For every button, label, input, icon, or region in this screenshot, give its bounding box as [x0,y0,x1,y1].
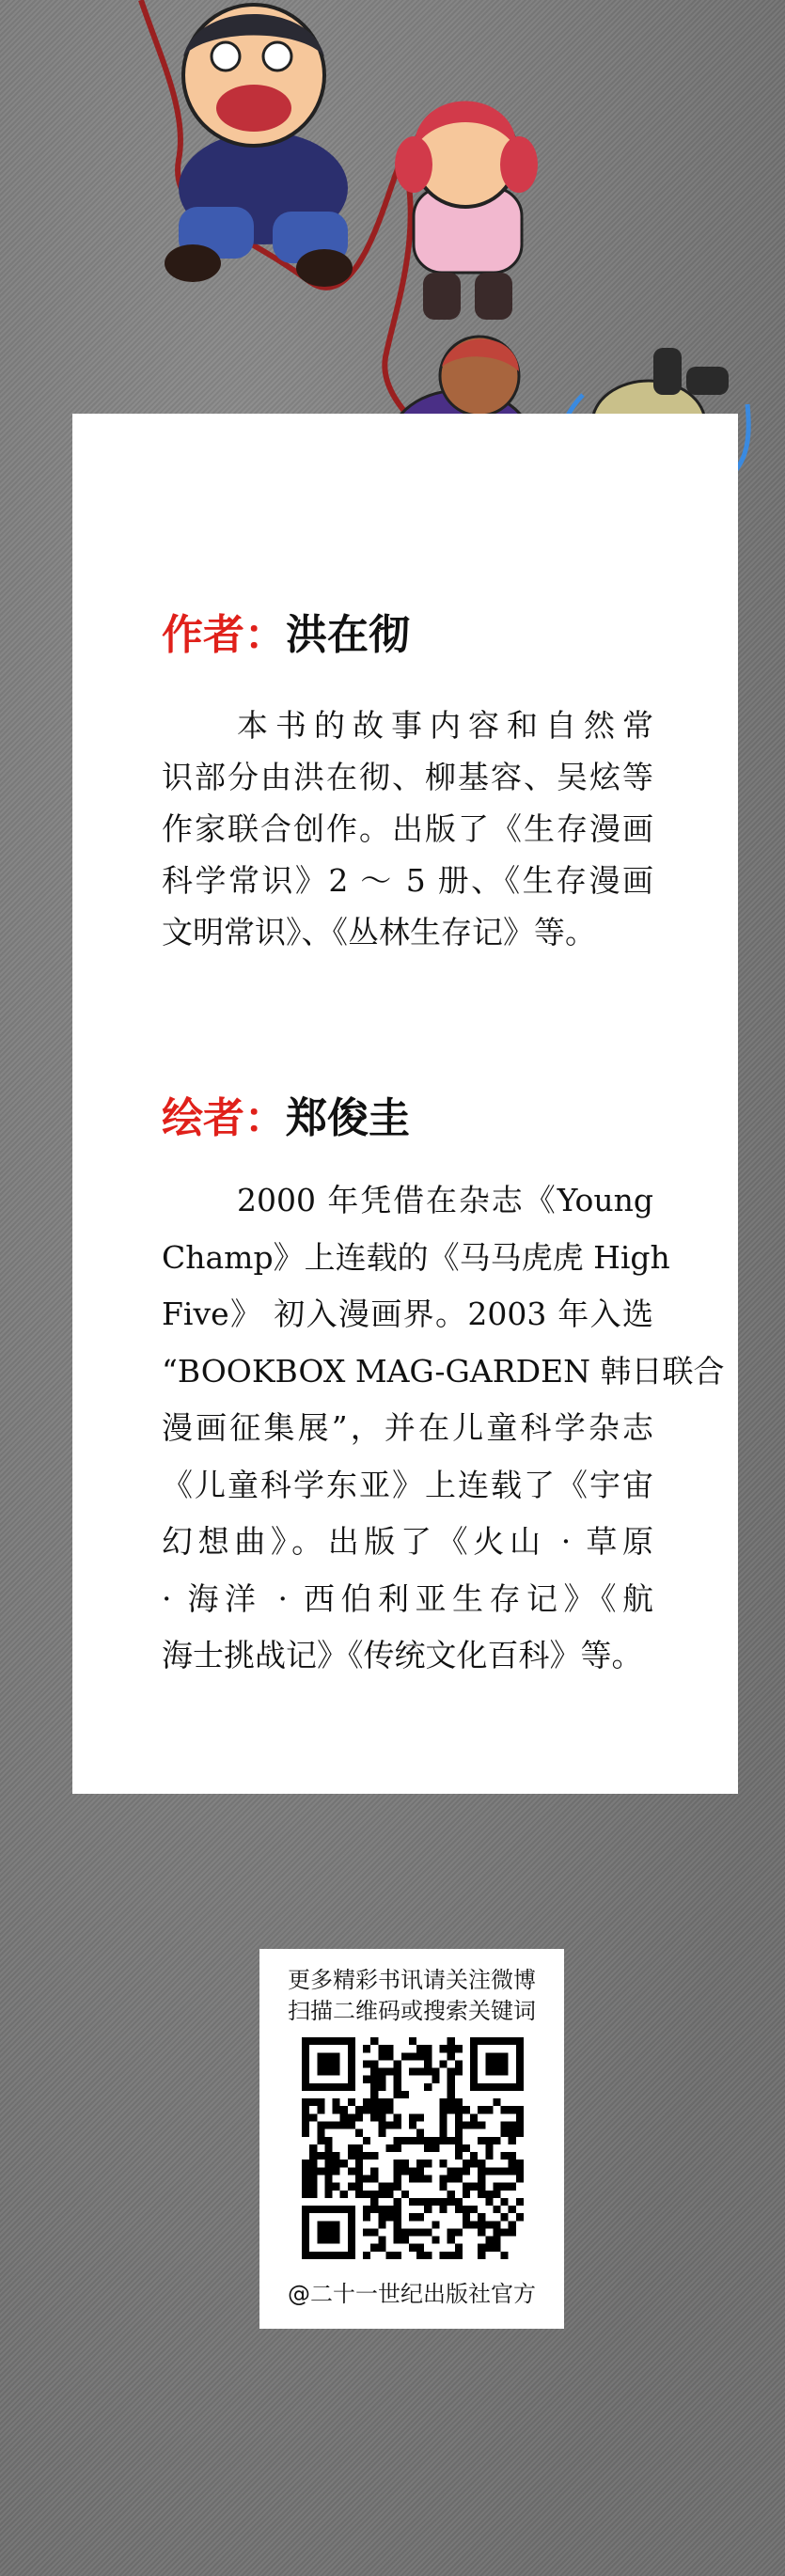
qr-caption-line2: 扫描二维码或搜索关键词 [288,1998,536,2024]
bio-line: 《儿童科学东亚》上连载了《宇宙 [162,1466,653,1503]
bio-line: Five》 初入漫画界。2003 年入选 [162,1296,653,1332]
bio-line: 本书的故事内容和自然常 [237,707,653,744]
girl-character [395,102,538,321]
bio-line: · 海洋 · 西伯利亚生存记》《航 [162,1579,653,1617]
bio-line: 作家联合创作。出版了《生存漫画 [162,810,653,847]
bio-line: 科学常识》2 ～ 5 册、《生存漫画 [162,862,653,899]
weibo-account: @二十一世纪出版社官方 [288,2281,536,2307]
author-bio [162,699,653,958]
illustrator-bio [162,1172,725,1685]
author-role-label: 作者： [162,611,286,659]
bio-line: “BOOKBOX MAG-GARDEN 韩日联合 [162,1352,725,1390]
bio-line: 2000 年凭借在杂志《Young [237,1182,653,1218]
qr-caption-line1: 更多精彩书讯请关注微博 [288,1967,536,1993]
boy-character-top [165,5,353,287]
bio-line: Champ》上连载的《马马虎虎 High [162,1238,670,1276]
author-heading [162,612,410,659]
bio-line: 海士挑战记》《传统文化百科》等。 [162,1637,643,1673]
weibo-qr-panel [259,1949,564,2329]
illustrator-role-label: 绘者： [162,1094,286,1142]
illustrator-heading [162,1095,410,1142]
bio-line: 幻想曲》。出版了《火山 · 草原 [162,1523,653,1560]
illustrator-name: 郑俊圭 [286,1094,410,1142]
bio-line: 识部分由洪在彻、柳基容、吴炫等 [162,759,653,795]
qr-code[interactable] [302,2037,524,2259]
bio-line: 文明常识》、《丛林生存记》等。 [162,914,596,950]
author-name: 洪在彻 [286,611,410,659]
bio-line: 漫画征集展”，并在儿童科学杂志 [162,1409,653,1446]
